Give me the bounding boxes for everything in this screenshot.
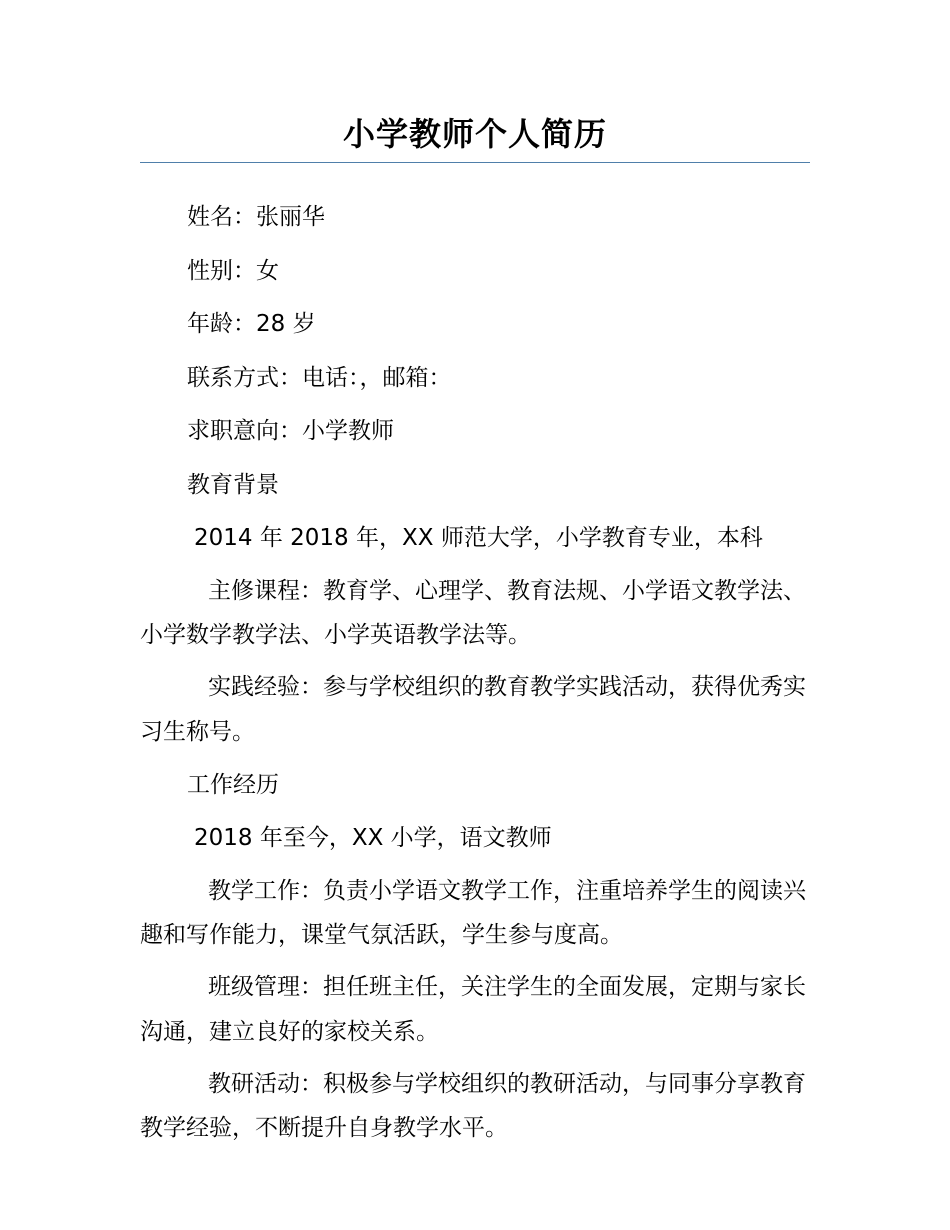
contact-line: 联系方式：电话：，邮箱：: [187, 364, 452, 391]
work-teaching: 教学工作：负责小学语文教学工作，注重培养学生的阅读兴趣和写作能力，课堂气氛活跃，学生参与度高。: [140, 877, 806, 948]
age-line: 年龄：28 岁: [187, 311, 316, 337]
title-divider: [140, 162, 810, 163]
education-courses: 主修课程：教育学、心理学、教育法规、小学语文教学法、小学数学教学法、小学英语教学法等。: [140, 577, 806, 648]
objective-line: 求职意向：小学教师: [187, 418, 394, 444]
work-management: 班级管理：担任班主任，关注学生的全面发展，定期与家长沟通，建立良好的家校关系。: [140, 974, 806, 1045]
education-entry: 2014 年 2018 年，XX 师范大学，小学教育专业，本科: [194, 525, 763, 551]
resume-body: [140, 194, 808, 1158]
gender-line: 性别：女: [187, 257, 279, 284]
work-heading: 工作经历: [187, 771, 279, 798]
name-line: 姓名：张丽华: [187, 204, 325, 230]
work-entry: 2018 年至今，XX 小学，语文教师: [194, 825, 552, 851]
work-research: 教研活动：积极参与学校组织的教研活动，与同事分享教育教学经验，不断提升自身教学水平。: [140, 1070, 806, 1141]
page-title: 小学教师个人简历: [342, 115, 607, 153]
education-heading: 教育背景: [187, 471, 279, 498]
education-practice: 实践经验：参与学校组织的教育教学实践活动，获得优秀实习生称号。: [140, 674, 806, 745]
